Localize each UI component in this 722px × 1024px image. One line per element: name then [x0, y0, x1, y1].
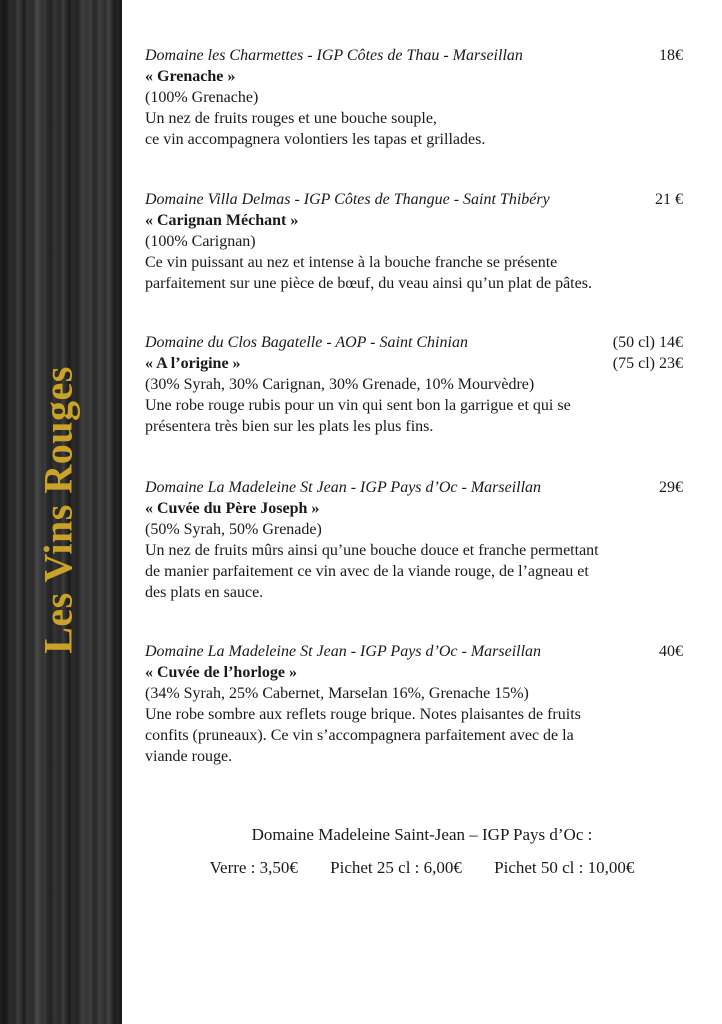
wine-composition: (100% Carignan) [145, 233, 256, 250]
wine-description-line: de manier parfaitement ce vin avec de la viande rouge, de l’agneau et [145, 563, 589, 580]
wine-name: « Cuvée de l’horloge » [145, 664, 297, 681]
wine-composition: (34% Syrah, 25% Cabernet, Marselan 16%, Grenache 15%) [145, 685, 529, 702]
wine-price-50cl: (50 cl) 14€ [612, 334, 683, 351]
wine-description-line: Un nez de fruits rouges et une bouche souple, [145, 110, 437, 127]
price-verre: Verre : 3,50€ [209, 858, 298, 877]
wine-name: « Grenache » [145, 68, 236, 85]
wine-price: 40€ [659, 643, 683, 660]
wine-description-line: parfaitement sur une pièce de bœuf, du veau ainsi qu’un plat de pâtes. [145, 275, 592, 292]
wine-domain: Domaine du Clos Bagatelle - AOP - Saint Chinian [145, 334, 468, 351]
wine-composition: (50% Syrah, 50% Grenade) [145, 521, 322, 538]
wine-description-line: Une robe rouge rubis pour un vin qui sent bon la garrigue et qui se [145, 397, 571, 414]
wine-price: 29€ [659, 479, 683, 496]
wine-description-line: viande rouge. [145, 748, 233, 765]
wine-domain: Domaine Villa Delmas - IGP Côtes de Thangue - Saint Thibéry [145, 191, 550, 208]
wine-description-line: des plats en sauce. [145, 584, 264, 601]
wine-description-line: présentera très bien sur les plats les plus fins. [145, 418, 434, 435]
wine-domain: Domaine les Charmettes - IGP Côtes de Thau - Marseillan [145, 47, 523, 64]
sidebar-wood-panel [0, 0, 122, 1024]
house-wine-footer [122, 818, 722, 884]
wine-price-75cl: (75 cl) 23€ [612, 355, 683, 372]
wine-description-line: Un nez de fruits mûrs ainsi qu’une bouche douce et franche permettant [145, 542, 599, 559]
wine-domain: Domaine La Madeleine St Jean - IGP Pays d’Oc - Marseillan [145, 643, 542, 660]
wine-composition: (100% Grenache) [145, 89, 259, 106]
wine-price: 18€ [659, 47, 683, 64]
wine-description-line: confits (pruneaux). Ce vin s’accompagnera parfaitement avec de la [145, 727, 574, 744]
wine-entry [145, 641, 683, 767]
house-wine-prices [122, 851, 722, 884]
wine-domain: Domaine La Madeleine St Jean - IGP Pays d’Oc - Marseillan [145, 479, 542, 496]
wine-name: « A l’origine » [145, 355, 241, 372]
wine-description-line: Ce vin puissant au nez et intense à la bouche franche se présente [145, 254, 558, 271]
section-title: Les Vins Rouges [35, 366, 81, 654]
wine-price: 21 € [655, 191, 683, 208]
house-wine-title: Domaine Madeleine Saint-Jean – IGP Pays d’Oc : [251, 825, 593, 844]
wine-entry [145, 189, 683, 294]
wine-name: « Carignan Méchant » [145, 212, 299, 229]
price-pichet-50cl: Pichet 50 cl : 10,00€ [494, 858, 635, 877]
price-pichet-25cl: Pichet 25 cl : 6,00€ [330, 858, 462, 877]
wine-description-line: Une robe sombre aux reflets rouge brique. Notes plaisantes de fruits [145, 706, 581, 723]
wine-composition: (30% Syrah, 30% Carignan, 30% Grenade, 10% Mourvèdre) [145, 376, 535, 393]
wine-entry [145, 332, 683, 437]
wine-name: « Cuvée du Père Joseph » [145, 500, 320, 517]
wine-description-line: ce vin accompagnera volontiers les tapas et grillades. [145, 131, 486, 148]
wine-entry [145, 45, 683, 150]
wine-entry [145, 477, 683, 603]
